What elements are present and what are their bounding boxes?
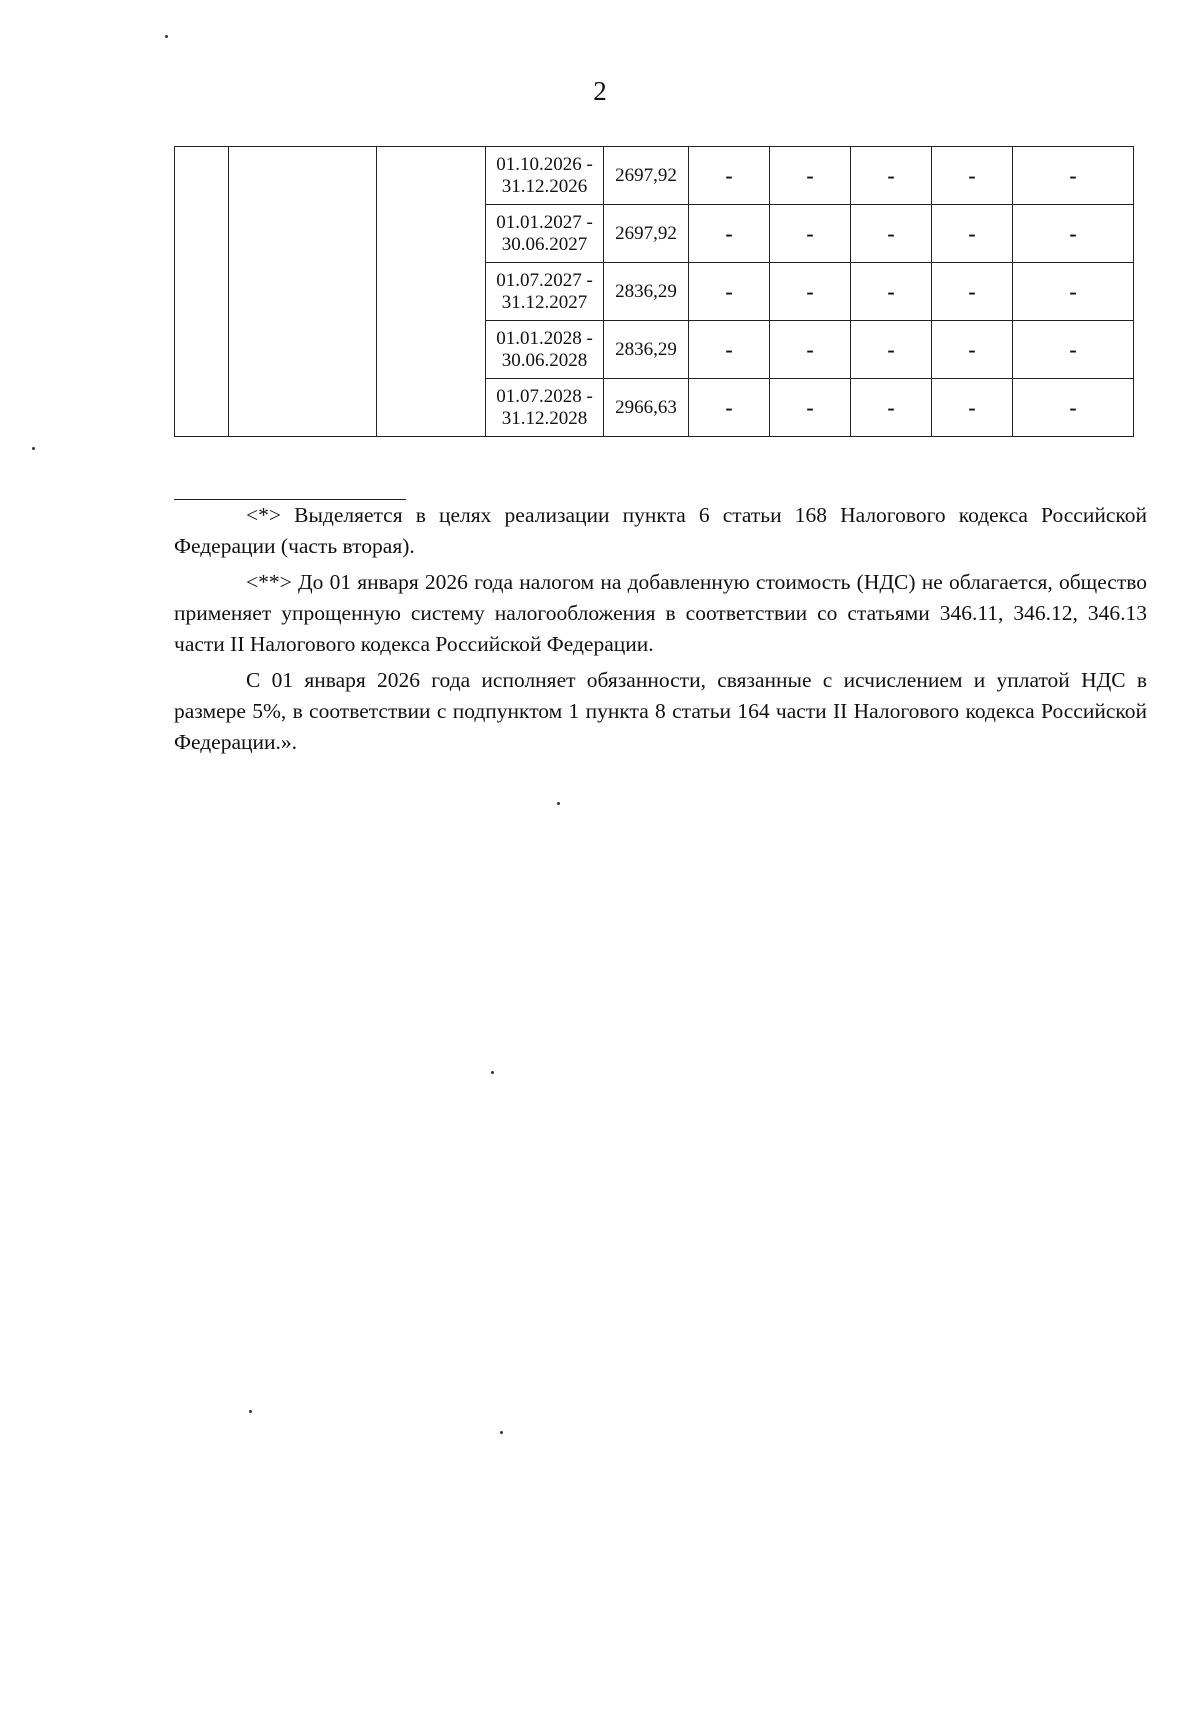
scan-speck — [557, 802, 560, 805]
period-cell — [486, 263, 604, 321]
footnote-double-asterisk: <**> До 01 января 2026 года налогом на добавленную стоимость (НДС) не облагается, общество применяет упрощенную систему налогообложения в соответствии со статьями 346.11, 346.12, 346.13 части II Налогового кодекса Российской Федерации. — [174, 570, 1147, 656]
scan-speck — [32, 447, 35, 450]
footnotes — [174, 500, 1147, 763]
empty-value-cell: - — [689, 147, 770, 205]
merged-organization-cell — [229, 147, 377, 437]
empty-value-cell: - — [1013, 263, 1134, 321]
empty-value-cell: - — [770, 147, 851, 205]
empty-value-cell: - — [1013, 205, 1134, 263]
empty-value-cell: - — [689, 263, 770, 321]
period-start: 01.10.2026 - — [496, 153, 593, 175]
empty-value-cell: - — [932, 379, 1013, 437]
empty-value-cell: - — [1013, 147, 1134, 205]
page-number: 2 — [593, 76, 607, 106]
period-cell — [486, 321, 604, 379]
scan-speck — [249, 1410, 252, 1413]
period-end: 31.12.2026 — [501, 175, 588, 197]
tariff-cell: 2697,92 — [604, 147, 689, 205]
period-start: 01.07.2028 - — [496, 385, 593, 407]
empty-value-cell: - — [851, 321, 932, 379]
merged-category-cell — [377, 147, 486, 437]
tariff-cell: 2836,29 — [604, 321, 689, 379]
empty-value-cell: - — [851, 263, 932, 321]
empty-value-cell: - — [851, 147, 932, 205]
footnote-vat-paragraph: С 01 января 2026 года исполняет обязанности, связанные с исчислением и уплатой НДС в размере 5%, в соответствии с подпунктом 1 пункта 8 статьи 164 части II Налогового кодекса Российской Федерации.». — [174, 668, 1147, 754]
empty-value-cell: - — [689, 321, 770, 379]
tariff-cell: 2697,92 — [604, 205, 689, 263]
period-end: 30.06.2027 — [501, 233, 588, 255]
empty-value-cell: - — [932, 147, 1013, 205]
period-cell — [486, 205, 604, 263]
period-end: 31.12.2027 — [501, 291, 588, 313]
period-end: 30.06.2028 — [501, 349, 588, 371]
period-start: 01.01.2027 - — [496, 211, 593, 233]
period-start: 01.01.2028 - — [496, 327, 593, 349]
empty-value-cell: - — [770, 263, 851, 321]
empty-value-cell: - — [689, 205, 770, 263]
table-row — [175, 147, 1134, 205]
merged-number-cell — [175, 147, 229, 437]
scan-speck — [491, 1071, 494, 1074]
tariff-cell: 2836,29 — [604, 263, 689, 321]
empty-value-cell: - — [770, 321, 851, 379]
empty-value-cell: - — [851, 205, 932, 263]
empty-value-cell: - — [689, 379, 770, 437]
scan-speck — [500, 1431, 503, 1434]
tariff-cell: 2966,63 — [604, 379, 689, 437]
empty-value-cell: - — [1013, 321, 1134, 379]
empty-value-cell: - — [932, 205, 1013, 263]
empty-value-cell: - — [932, 263, 1013, 321]
empty-value-cell: - — [770, 379, 851, 437]
tariff-table — [174, 146, 1134, 437]
period-cell — [486, 147, 604, 205]
empty-value-cell: - — [851, 379, 932, 437]
footnote-single-asterisk: <*> Выделяется в целях реализации пункта 6 статьи 168 Налогового кодекса Российской Федерации (часть вторая). — [174, 503, 1147, 558]
empty-value-cell: - — [770, 205, 851, 263]
empty-value-cell: - — [932, 321, 1013, 379]
period-start: 01.07.2027 - — [496, 269, 593, 291]
period-end: 31.12.2028 — [501, 407, 588, 429]
period-cell — [486, 379, 604, 437]
empty-value-cell: - — [1013, 379, 1134, 437]
scan-speck — [165, 35, 168, 38]
